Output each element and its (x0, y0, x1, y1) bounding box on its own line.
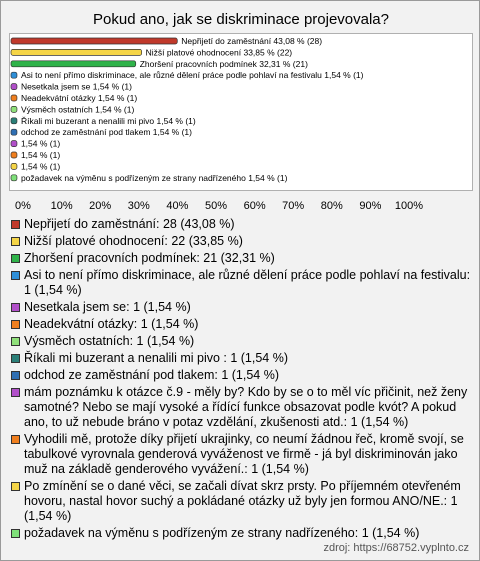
bar-10 (11, 152, 17, 158)
bar-3 (11, 72, 17, 78)
bar-1 (11, 49, 142, 55)
x-tick-label: 60% (243, 200, 266, 212)
x-tick-label: 0% (15, 200, 31, 212)
legend-swatch (11, 320, 20, 329)
bar-11 (11, 163, 17, 169)
bar-9 (11, 141, 17, 147)
legend-label: odchod ze zaměstnání pod tlakem: 1 (1,54 %) (24, 368, 280, 382)
bar-label-7: Říkali mi buzerant a nenalili mi pivo 1,54 % (1) (20, 115, 196, 126)
legend-item (11, 234, 473, 249)
bar-label-12: požadavek na výměnu s podřízeným ze strany nadřízeného 1,54 % (1) (20, 172, 288, 183)
bar-4 (11, 84, 17, 90)
legend-label: Výsměch ostatních: 1 (1,54 %) (24, 334, 195, 348)
legend-label: Nižší platové ohodnocení: 22 (33,85 %) (24, 234, 243, 248)
x-tick-label: 80% (320, 200, 343, 212)
bar-label-3: Asi to není přímo diskriminace, ale různé dělení práce podle pohlaví na festivalu 1,54 % (1) (20, 70, 364, 81)
x-tick-label: 30% (127, 200, 150, 212)
legend-swatch (11, 529, 20, 538)
x-tick-label: 70% (282, 200, 305, 212)
bar-label-6: Výsměch ostatních 1,54 % (1) (20, 104, 135, 115)
legend-item (11, 526, 473, 541)
legend-item (11, 334, 473, 349)
legend-label: Zhoršení pracovních podmínek: 21 (32,31 %) (24, 251, 275, 265)
bar-label-10: 1,54 % (1) (20, 150, 61, 160)
bar-label-2: Zhoršení pracovních podmínek 32,31 % (21) (139, 58, 308, 69)
legend-item (11, 479, 473, 524)
legend-swatch (11, 371, 20, 380)
bar-label-4: Nesetkala jsem se 1,54 % (1) (20, 81, 132, 92)
legend-label: Nepřijetí do zaměstnání: 28 (43,08 %) (24, 217, 235, 231)
bar-label-5: Neadekvátní otázky 1,54 % (1) (20, 93, 138, 103)
bar-label-11: 1,54 % (1) (20, 161, 61, 172)
bar-label-1: Nižší platové ohodnocení 33,85 % (22) (145, 47, 293, 58)
bar-label-8: odchod ze zaměstnání pod tlakem 1,54 % (1) (20, 127, 192, 138)
x-tick-label: 40% (166, 200, 189, 212)
x-tick-label: 50% (204, 200, 228, 212)
legend-item (11, 368, 473, 383)
chart-title: Pokud ano, jak se diskriminace projevovala? (93, 11, 389, 28)
x-tick-label: 20% (89, 200, 112, 212)
legend-item (11, 268, 473, 298)
legend-item (11, 385, 473, 430)
legend-label: Vyhodili mě, protože díky přijetí ukrajinky, co neumí žádnou řeč, kromě svojí, se tabulkové vyrovnala genderová vyváženost ve firmě - já byl diskriminován jako muž na základě genderového vyvážení.: 1 (1,54 %) (24, 432, 464, 476)
legend-swatch (11, 303, 20, 312)
bar-2 (11, 61, 136, 67)
legend-item (11, 300, 473, 315)
legend-item (11, 351, 473, 366)
legend-label: požadavek na výměnu s podřízeným ze strany nadřízeného: 1 (1,54 %) (24, 526, 420, 540)
x-tick-label: 10% (50, 200, 73, 212)
legend-swatch (11, 337, 20, 346)
legend-label: Po zmínění se o dané věci, se začali dívat skrz prsty. Po příjemném otevřeném hovoru, nastal hovor suchý a pokládané otázky už byly jen formou ANO/NE.: 1 (1,54 %) (24, 479, 461, 523)
bar-label-9: 1,54 % (1) (20, 138, 61, 149)
legend-swatch (11, 237, 20, 246)
legend (11, 217, 473, 543)
legend-swatch (11, 354, 20, 363)
legend-label: Asi to není přímo diskriminace, ale různé dělení práce podle pohlaví na festivalu: 1 (1,54 %) (24, 268, 471, 297)
legend-item (11, 217, 473, 232)
bar-8 (11, 129, 17, 135)
legend-label: Říkali mi buzerant a nenalili mi pivo : 1 (1,54 %) (24, 351, 289, 365)
bar-5 (11, 95, 17, 101)
legend-swatch (11, 482, 20, 491)
legend-swatch (11, 435, 20, 444)
legend-item (11, 251, 473, 266)
bar-chart (1, 1, 480, 217)
x-tick-label: 100% (394, 200, 424, 212)
bar-7 (11, 118, 17, 124)
legend-swatch (11, 254, 20, 263)
legend-label: Neadekvátní otázky: 1 (1,54 %) (24, 317, 199, 331)
bar-0 (11, 38, 177, 44)
legend-label: Nesetkala jsem se: 1 (1,54 %) (24, 300, 191, 314)
bar-6 (11, 106, 17, 112)
source-footer: zdroj: https://68752.vyplnto.cz (323, 542, 469, 554)
legend-item (11, 317, 473, 332)
x-tick-label: 90% (359, 200, 382, 212)
legend-swatch (11, 271, 20, 280)
bar-12 (11, 175, 17, 181)
legend-label: mám poznámku k otázce č.9 - měly by? Kdo by se o to měl víc přičinit, než ženy samotné? Nebo se mají vysoké a řídící funkce obsazovat podle kvót? A pokud ano, to už nebude bráno v potaz vzdělání, zkušenosti atd.: 1 (1,54 %) (24, 385, 468, 429)
legend-item (11, 432, 473, 477)
bar-label-0: Nepřijetí do zaměstnání 43,08 % (28) (181, 36, 323, 46)
legend-swatch (11, 388, 20, 397)
legend-swatch (11, 220, 20, 229)
